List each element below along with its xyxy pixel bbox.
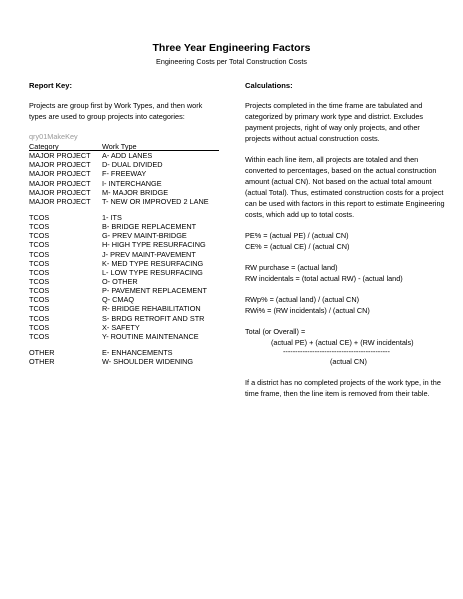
rw-incidentals-formula: RW incidentals = (total actual RW) - (actual land) — [245, 274, 403, 283]
work-type-cell: Q- CMAQ — [102, 295, 135, 305]
category-cell: TCOS — [29, 240, 50, 250]
work-type-cell: 1- ITS — [102, 212, 122, 222]
table-row — [29, 151, 219, 160]
table-row — [29, 169, 219, 178]
category-cell: TCOS — [29, 295, 50, 305]
rwi-formula: RWi% = (RW incidentals) / (actual CN) — [245, 306, 370, 315]
work-type-cell: H- HIGH TYPE RESURFACING — [102, 240, 206, 250]
table-row — [29, 231, 219, 240]
work-type-cell: P- PAVEMENT REPLACEMENT — [102, 286, 208, 296]
work-type-cell: A- ADD LANES — [102, 151, 153, 161]
calculations-paragraph-method: Within each line item, all projects are totaled and then converted to percentages, based on the actual construction amount (actual CN). Not based on the actual total amount (actual Total). Thus, estimated construction costs for a project can be used with factors in this report to estimate Engineering costs, which add up to total costs. — [245, 155, 445, 219]
table-row — [29, 323, 219, 332]
category-cell: TCOS — [29, 258, 50, 268]
category-cell: TCOS — [29, 249, 50, 259]
category-cell: TCOS — [29, 313, 50, 323]
rw-purchase-formula: RW purchase = (actual land) — [245, 263, 338, 272]
work-type-column-header: Work Type — [102, 142, 219, 151]
category-cell: TCOS — [29, 267, 50, 277]
table-row — [29, 160, 219, 169]
category-cell: MAJOR PROJECT — [29, 187, 91, 197]
table-row — [29, 277, 219, 286]
work-type-cell: K- MED TYPE RESURFACING — [102, 258, 204, 268]
report-key-section — [29, 80, 219, 366]
work-type-cell: O- OTHER — [102, 276, 138, 286]
key-group-major-project — [29, 151, 219, 206]
report-key-heading: Report Key: — [29, 81, 73, 90]
category-cell: TCOS — [29, 304, 50, 314]
work-type-cell: E- ENHANCEMENTS — [102, 347, 173, 357]
category-cell: OTHER — [29, 357, 55, 367]
table-row — [29, 295, 219, 304]
category-cell: OTHER — [29, 347, 55, 357]
table-row — [29, 314, 219, 323]
calculations-heading: Calculations: — [245, 81, 293, 90]
work-type-cell: B- BRIDGE REPLACEMENT — [102, 222, 197, 232]
category-cell: TCOS — [29, 286, 50, 296]
table-row — [29, 268, 219, 277]
category-cell: MAJOR PROJECT — [29, 178, 91, 188]
table-row — [29, 197, 219, 206]
work-type-cell: S- BRDG RETROFIT AND STR — [102, 313, 205, 323]
category-cell: TCOS — [29, 331, 50, 341]
category-cell: TCOS — [29, 222, 50, 232]
table-row — [29, 213, 219, 222]
total-formula-numerator: (actual PE) + (actual CE) + (RW incidentals) — [271, 338, 414, 347]
work-type-cell: F- FREEWAY — [102, 169, 147, 179]
work-type-cell: X- SAFETY — [102, 322, 140, 332]
key-group-tcos — [29, 213, 219, 341]
table-row — [29, 250, 219, 259]
table-row — [29, 222, 219, 231]
ce-formula: CE% = (actual CE) / (actual CN) — [245, 242, 350, 251]
rwp-formula: RWp% = (actual land) / (actual CN) — [245, 295, 360, 304]
table-row — [29, 259, 219, 268]
work-type-cell: Y- ROUTINE MAINTENANCE — [102, 331, 199, 341]
category-cell: TCOS — [29, 322, 50, 332]
table-row — [29, 286, 219, 295]
work-type-cell: I- INTERCHANGE — [102, 178, 162, 188]
table-row — [29, 332, 219, 341]
category-cell: MAJOR PROJECT — [29, 151, 91, 161]
category-cell: TCOS — [29, 276, 50, 286]
category-cell: MAJOR PROJECT — [29, 169, 91, 179]
total-formula-label: Total (or Overall) = — [245, 327, 306, 336]
category-cell: TCOS — [29, 212, 50, 222]
total-formula-denominator: (actual CN) — [330, 357, 367, 366]
work-type-cell: R- BRIDGE REHABILITATION — [102, 304, 201, 314]
key-table-header — [29, 142, 219, 151]
page-subtitle: Engineering Costs per Total Construction Costs — [156, 57, 307, 66]
key-group-other — [29, 348, 219, 366]
calculations-paragraph-scope: Projects completed in the time frame are tabulated and categorized by primary work type and district. Excludes payment projects, right of way only projects, and other projects without actual construction costs. — [245, 101, 424, 143]
work-type-cell: M- MAJOR BRIDGE — [102, 187, 169, 197]
category-cell: MAJOR PROJECT — [29, 160, 91, 170]
table-row — [29, 188, 219, 197]
report-key-intro: Projects are group first by Work Types, and then work types are used to group projects into categories: — [29, 101, 203, 121]
work-type-cell: D- DUAL DIVIDED — [102, 160, 163, 170]
category-cell: MAJOR PROJECT — [29, 196, 91, 206]
work-type-cell: T- NEW OR IMPROVED 2 LANE — [102, 196, 209, 206]
table-row — [29, 240, 219, 249]
table-row — [29, 348, 219, 357]
query-name: qry01MakeKey — [29, 132, 78, 141]
work-type-cell: L- LOW TYPE RESURFACING — [102, 267, 203, 277]
work-type-cell: J- PREV MAINT-PAVEMENT — [102, 249, 196, 259]
table-row — [29, 179, 219, 188]
total-formula-fraction-rule: -------------------------------------------- — [283, 347, 390, 356]
table-row — [29, 304, 219, 313]
page-title: Three Year Engineering Factors — [152, 42, 311, 54]
calculations-section — [245, 80, 445, 409]
pe-formula: PE% = (actual PE) / (actual CN) — [245, 231, 349, 240]
category-cell: TCOS — [29, 231, 50, 241]
work-type-cell: G- PREV MAINT-BRIDGE — [102, 231, 187, 241]
work-type-cell: W- SHOULDER WIDENING — [102, 357, 194, 367]
calculations-paragraph-removal: If a district has no completed projects of the work type, in the time frame, then the line item is removed from their table. — [245, 378, 441, 398]
table-row — [29, 357, 219, 366]
category-column-header: Category — [29, 142, 102, 151]
